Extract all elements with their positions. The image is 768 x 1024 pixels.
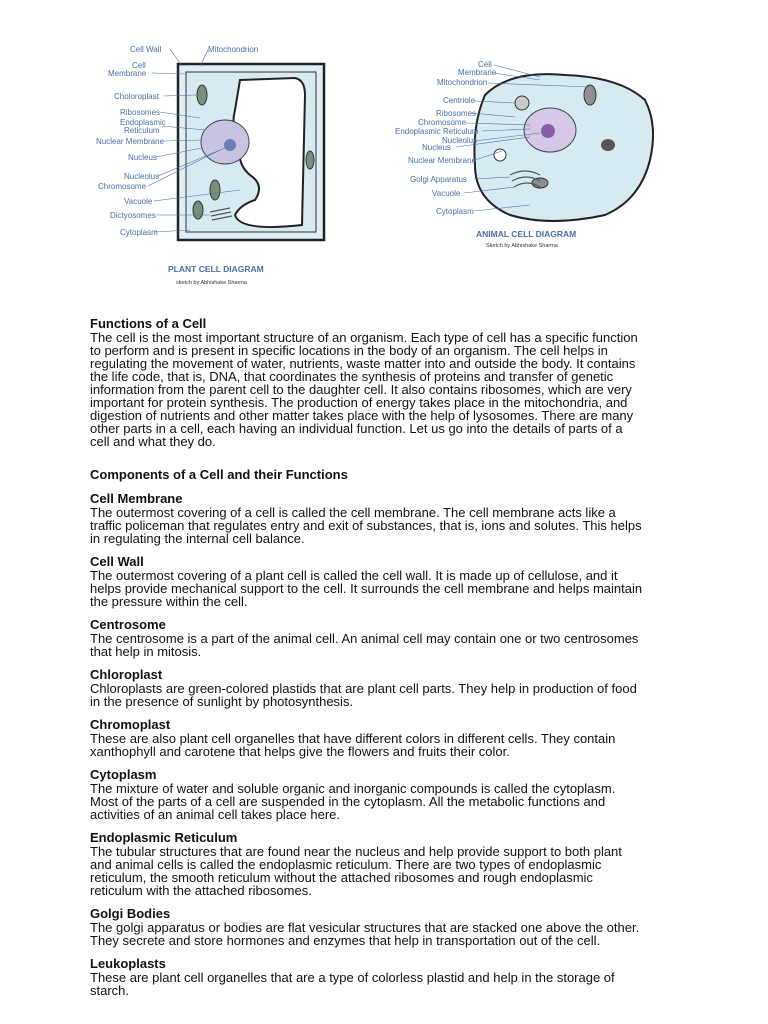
- functions-line: digestion of nutrients and other matter takes place with the help of lysosomes. There are many: [90, 408, 634, 423]
- functions-line: regulating the movement of water, nutrients, waste matter into and outside the body. It contains: [90, 356, 636, 371]
- component-line: and animal cells is called the endoplasmic reticulum. There are two types of endoplasmic: [90, 857, 602, 872]
- plant-chloroplast: [197, 85, 207, 105]
- component-line: Most of the parts of a cell are suspended in the cytoplasm. All the metabolic functions and: [90, 794, 606, 809]
- component-line: reticulum, the smooth reticulum without the attached ribosomes and rough endoplasmic: [90, 870, 593, 885]
- svg-text:Ribosomes: Ribosomes: [120, 108, 161, 117]
- svg-text:Endoplasmic: Endoplasmic: [120, 118, 166, 127]
- component-line: These are also plant cell organelles that have different colors in different cells. They contain: [90, 731, 616, 746]
- component-line: The outermost covering of a cell is called the cell membrane. The cell membrane acts like a: [90, 505, 616, 520]
- component-cytoplasm: [90, 767, 690, 821]
- svg-text:Vacuole: Vacuole: [124, 197, 153, 206]
- plant-diagram-title: PLANT CELL DIAGRAM: [168, 264, 264, 274]
- functions-section: [90, 316, 690, 448]
- plant-diagram-credit: sketch by Abhishake Sharma: [176, 280, 247, 286]
- component-title: Endoplasmic Reticulum: [90, 830, 238, 845]
- svg-text:Cell: Cell: [132, 61, 146, 70]
- component-title: Chloroplast: [90, 667, 163, 682]
- plant-cell-diagram: [90, 40, 350, 290]
- svg-text:Cell Wall: Cell Wall: [130, 45, 162, 54]
- component-cell-membrane: [90, 491, 690, 545]
- animal-diagram-title: ANIMAL CELL DIAGRAM: [476, 229, 577, 239]
- animal-mitochondrion: [584, 85, 596, 105]
- component-title: Cell Wall: [90, 554, 144, 569]
- svg-text:Chromosome: Chromosome: [418, 118, 467, 127]
- component-line: These are plant cell organelles that are a type of colorless plastid and help in the storage of: [90, 970, 615, 985]
- component-line: The outermost covering of a plant cell is called the cell wall. It is made up of cellulose, and it: [90, 568, 618, 583]
- animal-mitochondrion: [601, 139, 615, 151]
- component-line: The tubular structures that are found near the nucleus and help provide support to both plant: [90, 844, 622, 859]
- component-line: helps provide mechanical support to the cell. It surrounds the cell membrane and helps maintain: [90, 581, 643, 596]
- animal-diagram-credit: Sketch by Abhishake Sharma: [486, 243, 558, 249]
- svg-text:Mitochondrion: Mitochondrion: [208, 45, 259, 54]
- svg-text:Vacuole: Vacuole: [432, 189, 461, 198]
- svg-text:Nucleus: Nucleus: [128, 153, 157, 162]
- svg-text:Mitochondrion: Mitochondrion: [437, 78, 488, 87]
- svg-text:Choloroplast: Choloroplast: [114, 92, 159, 101]
- svg-text:Golgi Apparatus: Golgi Apparatus: [410, 175, 467, 184]
- svg-text:Membrane: Membrane: [108, 69, 147, 78]
- component-line: that help in mitosis.: [90, 644, 202, 659]
- functions-line: cell and what they do.: [90, 434, 216, 449]
- plant-chloroplast: [210, 180, 220, 200]
- svg-text:Centriole: Centriole: [443, 96, 476, 105]
- component-line: in the presence of sunlight by photosynthesis.: [90, 694, 354, 709]
- component-line: reticulum with the attached ribosomes.: [90, 883, 312, 898]
- functions-line: other parts in a cell, each having an individual function. Let us go into the details of parts of a: [90, 421, 623, 436]
- functions-line: important for protein synthesis. The production of energy takes place in the mitochondria, and: [90, 395, 628, 410]
- component-title: Centrosome: [90, 617, 166, 632]
- svg-text:Cytoplasm: Cytoplasm: [120, 228, 158, 237]
- component-line: xanthophyll and carotene that helps give the flowers and fruits their color.: [90, 744, 510, 759]
- component-chromoplast: [90, 717, 690, 758]
- component-title: Cell Membrane: [90, 491, 183, 506]
- component-centrosome: [90, 617, 690, 658]
- component-chloroplast: [90, 667, 690, 708]
- svg-text:Membrane: Membrane: [458, 68, 497, 77]
- animal-cell-diagram: [390, 55, 680, 255]
- component-line: activities of an animal cell takes place here.: [90, 807, 341, 822]
- svg-text:Cell: Cell: [478, 60, 492, 69]
- svg-text:Ribosomes: Ribosomes: [436, 109, 477, 118]
- component-line: The centrosome is a part of the animal cell. An animal cell may contain one or two centrosomes: [90, 631, 639, 646]
- component-title: Cytoplasm: [90, 767, 157, 782]
- component-line: starch.: [90, 983, 130, 998]
- animal-centriole: [515, 96, 529, 110]
- component-title: Chromoplast: [90, 717, 171, 732]
- component-line: The golgi apparatus or bodies are flat vesicular structures that are stacked one above the other.: [90, 920, 640, 935]
- component-line: Chloroplasts are green-colored plastids that are plant cell parts. They help in production of food: [90, 681, 637, 696]
- svg-text:Dictyosomes: Dictyosomes: [110, 211, 156, 220]
- animal-nucleolus: [541, 124, 555, 138]
- functions-line: information from the parent cell to the daughter cell. It also contains ribosomes, which are very: [90, 382, 632, 397]
- plant-chloroplast: [306, 151, 314, 169]
- svg-text:Endoplasmic Reticulum: Endoplasmic Reticulum: [395, 127, 479, 136]
- component-line: traffic policeman that regulates entry and exit of substances, that is, ions and solutes. This helps: [90, 518, 642, 533]
- component-line: They secrete and store hormones and enzymes that help in transportation out of the cell.: [90, 933, 601, 948]
- component-line: The mixture of water and soluble organic and inorganic compounds is called the cytoplasm.: [90, 781, 616, 796]
- svg-text:Nucleolus: Nucleolus: [124, 172, 160, 181]
- svg-text:Nucleus: Nucleus: [422, 143, 451, 152]
- functions-line: to perform and is present in specific locations in the body of an organism. The cell helps in: [90, 343, 608, 358]
- animal-vacuole: [494, 149, 506, 161]
- component-line: in regulating the internal cell balance.: [90, 531, 305, 546]
- component-line: the pressure within the cell.: [90, 594, 248, 609]
- svg-text:Nucleolus: Nucleolus: [442, 136, 478, 145]
- plant-chloroplast: [193, 201, 203, 219]
- svg-text:Reticulum: Reticulum: [124, 126, 160, 135]
- component-leukoplasts: [90, 956, 690, 997]
- component-cell-wall: [90, 554, 690, 608]
- svg-text:Nuclear Membrane: Nuclear Membrane: [96, 137, 165, 146]
- component-title: Leukoplasts: [90, 956, 166, 971]
- functions-line: the life code, that is, DNA, that coordinates the synthesis of proteins and transfer of genetic: [90, 369, 614, 384]
- component-golgi-bodies: [90, 906, 690, 947]
- components-section: [90, 467, 690, 997]
- functions-heading: Functions of a Cell: [90, 316, 207, 331]
- components-heading: Components of a Cell and their Functions: [90, 467, 348, 482]
- component-endoplasmic-reticulum: [90, 830, 690, 897]
- svg-text:Chromosome: Chromosome: [98, 182, 147, 191]
- svg-text:Cytoplasm: Cytoplasm: [436, 207, 474, 216]
- plant-nucleolus: [224, 139, 236, 151]
- svg-text:Nuclear Membrane: Nuclear Membrane: [408, 156, 477, 165]
- component-title: Golgi Bodies: [90, 906, 171, 921]
- functions-line: The cell is the most important structure of an organism. Each type of cell has a specific function: [90, 330, 638, 345]
